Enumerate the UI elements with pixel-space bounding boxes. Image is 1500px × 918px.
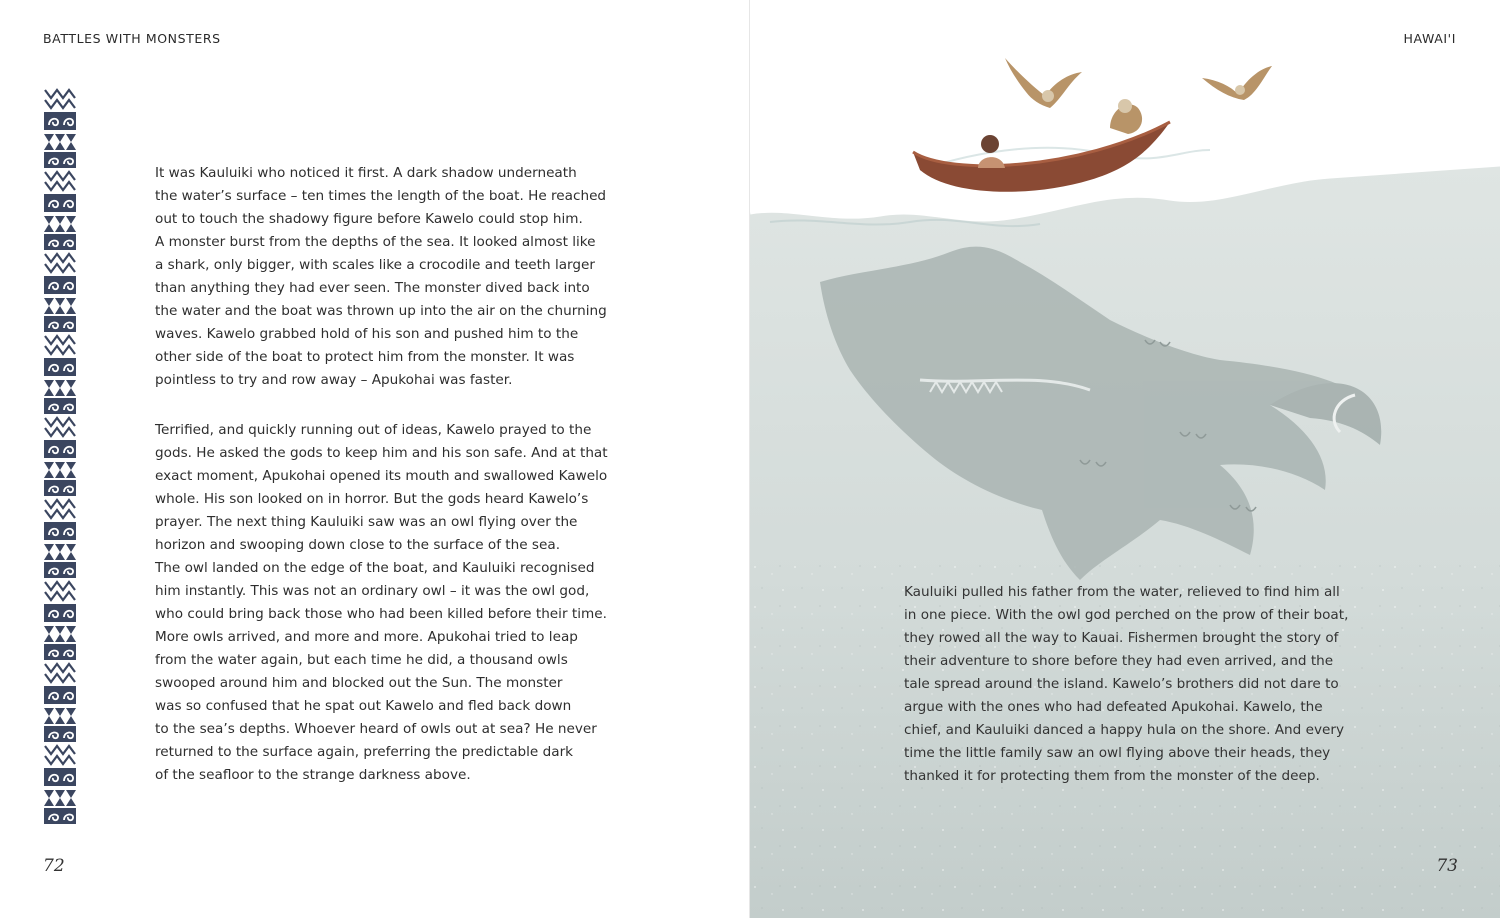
story-paragraph-1 — [155, 162, 605, 392]
text-line: was so confused that he spat out Kawelo and fled back down — [155, 698, 572, 714]
text-line: whole. His son looked on in horror. But the gods heard Kawelo’s — [155, 491, 589, 507]
text-line: a shark, only bigger, with scales like a crocodile and teeth larger — [155, 257, 595, 273]
right-page — [750, 0, 1500, 918]
text-line: who could bring back those who had been killed before their time. — [155, 606, 607, 622]
text-line: thanked it for protecting them from the monster of the deep. — [904, 768, 1320, 784]
running-head-right: HAWAI'I — [1403, 31, 1456, 46]
text-line: More owls arrived, and more and more. Apukohai tried to leap — [155, 629, 578, 645]
page-number-left: 72 — [43, 856, 65, 876]
text-line: exact moment, Apukohai opened its mouth and swallowed Kawelo — [155, 468, 608, 484]
tribal-border-pattern — [43, 88, 77, 826]
text-line: gods. He asked the gods to keep him and his son safe. And at that — [155, 445, 608, 461]
owl-flying-right — [1202, 66, 1272, 100]
text-line: Terrified, and quickly running out of ideas, Kawelo prayed to the — [155, 422, 592, 438]
text-line: horizon and swooping down close to the surface of the sea. — [155, 537, 561, 553]
text-line: The owl landed on the edge of the boat, and Kauluiki recognised — [155, 560, 595, 576]
text-line: pointless to try and row away – Apukohai was faster. — [155, 372, 513, 388]
text-line: the water’s surface – ten times the length of the boat. He reached — [155, 188, 607, 204]
text-line: swooped around him and blocked out the Sun. The monster — [155, 675, 563, 691]
text-line: Kauluiki pulled his father from the water, relieved to find him all — [904, 584, 1340, 600]
text-line: A monster burst from the depths of the sea. It looked almost like — [155, 234, 596, 250]
text-line: argue with the ones who had defeated Apukohai. Kawelo, the — [904, 699, 1323, 715]
text-line: tale spread around the island. Kawelo’s brothers did not dare to — [904, 676, 1339, 692]
text-line: time the little family saw an owl flying above their heads, they — [904, 745, 1331, 761]
text-line: to the sea’s depths. Whoever heard of owls out at sea? He never — [155, 721, 597, 737]
owl-perched — [1110, 99, 1142, 134]
story-paragraph-2 — [155, 419, 608, 787]
text-line: him instantly. This was not an ordinary owl – it was the owl god, — [155, 583, 590, 599]
text-line: the water and the boat was thrown up into the air on the churning — [155, 303, 607, 319]
owl-flying-left — [1005, 58, 1082, 108]
text-line: they rowed all the way to Kauai. Fishermen brought the story of — [904, 630, 1339, 646]
text-line: than anything they had ever seen. The monster dived back into — [155, 280, 590, 296]
text-line: of the seafloor to the strange darkness above. — [155, 767, 471, 783]
text-line: It was Kauluiki who noticed it first. A dark shadow underneath — [155, 165, 577, 181]
text-line: prayer. The next thing Kauluiki saw was an owl flying over the — [155, 514, 578, 530]
page-number-right: 73 — [1436, 856, 1458, 876]
text-line: waves. Kawelo grabbed hold of his son and pushed him to the — [155, 326, 579, 342]
text-line: their adventure to shore before they had even arrived, and the — [904, 653, 1334, 669]
running-head-left: BATTLES WITH MONSTERS — [43, 31, 221, 46]
text-line: in one piece. With the owl god perched on the prow of their boat, — [904, 607, 1349, 623]
text-line: returned to the surface again, preferring the predictable dark — [155, 744, 574, 760]
text-line: from the water again, but each time he did, a thousand owls — [155, 652, 568, 668]
text-line: chief, and Kauluiki danced a happy hula on the shore. And every — [904, 722, 1345, 738]
text-line: other side of the boat to protect him from the monster. It was — [155, 349, 575, 365]
story-paragraph-3 — [904, 581, 1349, 788]
text-line: out to touch the shadowy figure before Kawelo could stop him. — [155, 211, 583, 227]
